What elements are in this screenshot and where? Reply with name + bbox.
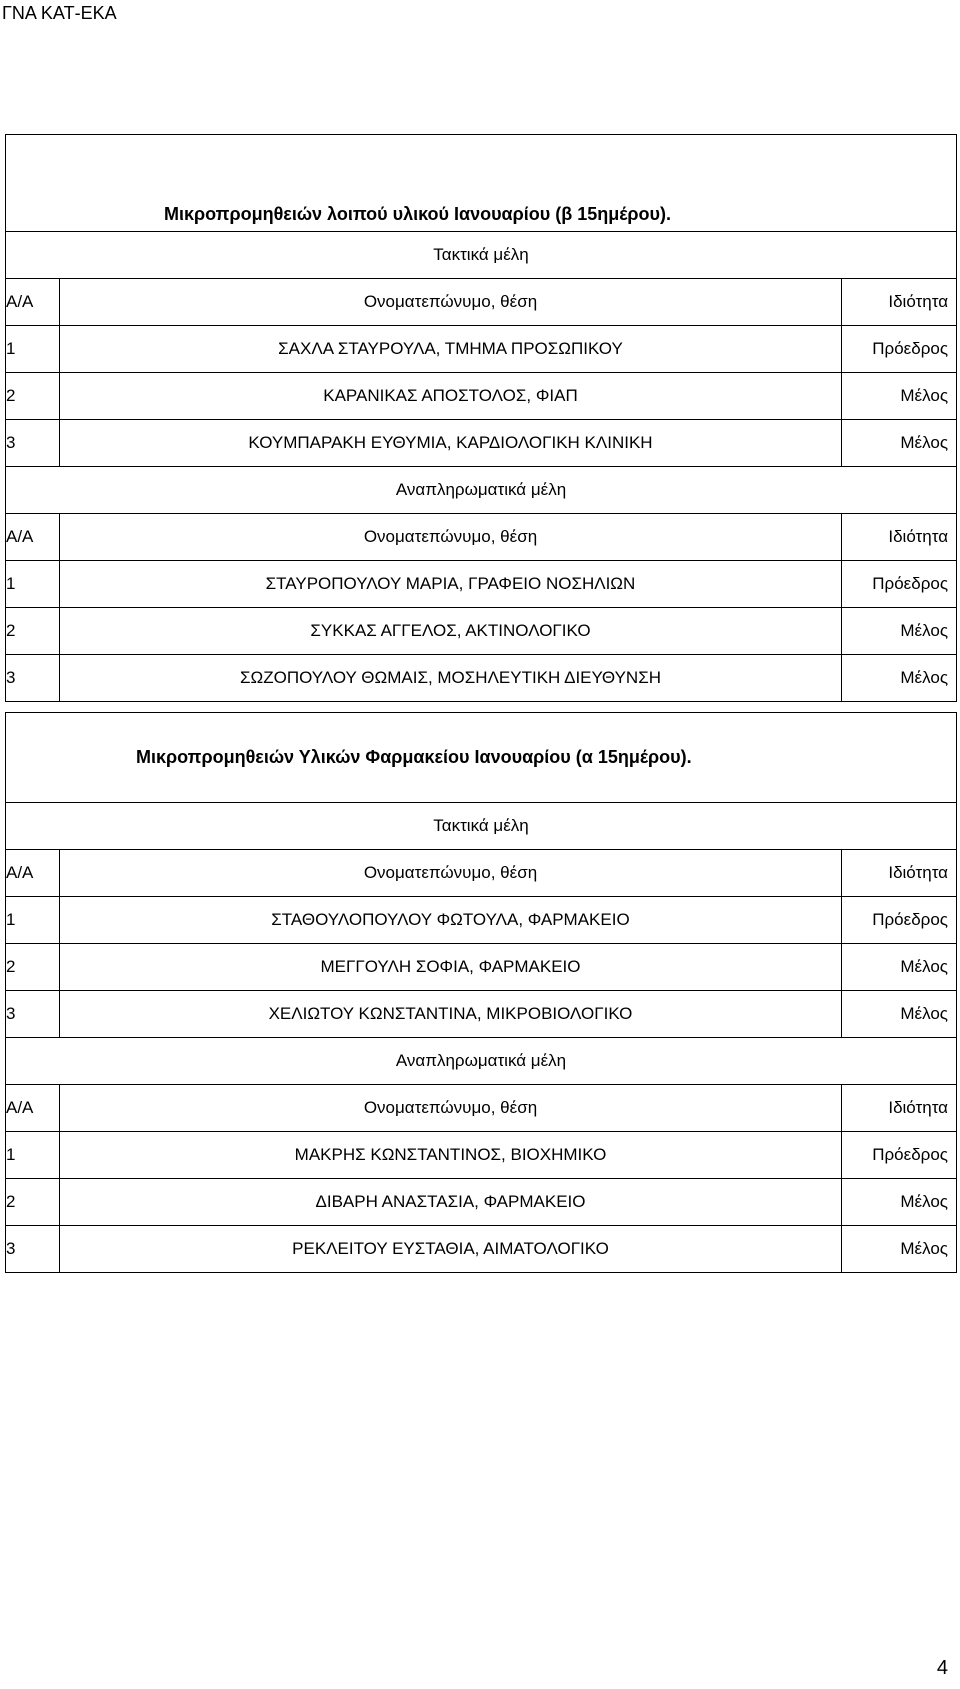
row-num: 3	[6, 655, 60, 702]
section-row	[6, 467, 957, 514]
row-role: Μέλος	[842, 1179, 957, 1226]
table-row	[6, 897, 957, 944]
row-role: Μέλος	[842, 420, 957, 467]
row-num: 3	[6, 991, 60, 1038]
section-label: Τακτικά μέλη	[6, 803, 957, 850]
column-header-role: Ιδιότητα	[842, 850, 957, 897]
committee-table	[5, 712, 957, 1273]
column-header-name: Ονοματεπώνυμο, θέση	[60, 279, 842, 326]
table-row	[6, 1132, 957, 1179]
table-row	[6, 655, 957, 702]
row-role: Μέλος	[842, 608, 957, 655]
column-header-row	[6, 850, 957, 897]
row-name: ΚΑΡΑΝΙΚΑΣ ΑΠΟΣΤΟΛΟΣ, ΦΙΑΠ	[60, 373, 842, 420]
row-name: ΣΤΑΥΡΟΠΟΥΛΟΥ ΜΑΡΙΑ, ΓΡΑΦΕΙΟ ΝΟΣΗΛΙΩΝ	[60, 561, 842, 608]
column-header-role: Ιδιότητα	[842, 514, 957, 561]
committee-title: Μικροπρομηθειών Υλικών Φαρμακείου Ιανουαρίου (α 15ημέρου).	[6, 713, 957, 803]
section-label: Τακτικά μέλη	[6, 232, 957, 279]
table-row	[6, 1179, 957, 1226]
row-num: 2	[6, 1179, 60, 1226]
section-row	[6, 232, 957, 279]
row-role: Πρόεδρος	[842, 326, 957, 373]
row-name: ΣΥΚΚΑΣ ΑΓΓΕΛΟΣ, ΑΚΤΙΝΟΛΟΓΙΚΟ	[60, 608, 842, 655]
table-row	[6, 1226, 957, 1273]
row-role: Πρόεδρος	[842, 561, 957, 608]
row-num: 1	[6, 1132, 60, 1179]
column-header-num: Α/Α	[6, 279, 60, 326]
row-role: Μέλος	[842, 373, 957, 420]
committee-title-row	[6, 713, 957, 803]
row-name: ΣΤΑΘΟΥΛΟΠΟΥΛΟΥ ΦΩΤΟΥΛΑ, ΦΑΡΜΑΚΕΙΟ	[60, 897, 842, 944]
row-role: Πρόεδρος	[842, 1132, 957, 1179]
row-num: 2	[6, 944, 60, 991]
table-row	[6, 420, 957, 467]
column-header-num: Α/Α	[6, 1085, 60, 1132]
table-row	[6, 373, 957, 420]
column-header-role: Ιδιότητα	[842, 1085, 957, 1132]
column-header-row	[6, 279, 957, 326]
table-row	[6, 944, 957, 991]
committee-title-row	[6, 135, 957, 232]
column-header-role: Ιδιότητα	[842, 279, 957, 326]
table-row	[6, 608, 957, 655]
table-row	[6, 991, 957, 1038]
row-name: ΜΕΓΓΟΥΛΗ ΣΟΦΙΑ, ΦΑΡΜΑΚΕΙΟ	[60, 944, 842, 991]
page-number: 4	[936, 1657, 948, 1679]
column-header-name: Ονοματεπώνυμο, θέση	[60, 514, 842, 561]
row-name: ΡΕΚΛΕΙΤΟΥ ΕΥΣΤΑΘΙΑ, ΑΙΜΑΤΟΛΟΓΙΚΟ	[60, 1226, 842, 1273]
section-label: Αναπληρωματικά μέλη	[6, 1038, 957, 1085]
row-num: 1	[6, 561, 60, 608]
row-role: Μέλος	[842, 944, 957, 991]
section-label: Αναπληρωματικά μέλη	[6, 467, 957, 514]
row-name: ΜΑΚΡΗΣ ΚΩΝΣΤΑΝΤΙΝΟΣ, ΒΙΟΧΗΜΙΚΟ	[60, 1132, 842, 1179]
row-num: 1	[6, 326, 60, 373]
row-role: Πρόεδρος	[842, 897, 957, 944]
column-header-row	[6, 1085, 957, 1132]
row-role: Μέλος	[842, 1226, 957, 1273]
row-num: 3	[6, 420, 60, 467]
column-header-row	[6, 514, 957, 561]
row-name: ΧΕΛΙΩΤΟΥ ΚΩΝΣΤΑΝΤΙΝΑ, ΜΙΚΡΟΒΙΟΛΟΓΙΚΟ	[60, 991, 842, 1038]
row-name: ΔΙΒΑΡΗ ΑΝΑΣΤΑΣΙΑ, ΦΑΡΜΑΚΕΙΟ	[60, 1179, 842, 1226]
section-row	[6, 1038, 957, 1085]
column-header-name: Ονοματεπώνυμο, θέση	[60, 1085, 842, 1132]
table-row	[6, 561, 957, 608]
row-num: 3	[6, 1226, 60, 1273]
row-num: 1	[6, 897, 60, 944]
row-name: ΣΩΖΟΠΟΥΛΟΥ ΘΩΜΑΙΣ, ΜΟΣΗΛΕΥΤΙΚΗ ΔΙΕΥΘΥΝΣΗ	[60, 655, 842, 702]
table-row	[6, 326, 957, 373]
committee-title: Μικροπρομηθειών λοιπού υλικού Ιανουαρίου (β 15ημέρου).	[6, 135, 957, 232]
document-header: ΓΝΑ ΚΑΤ-ΕΚΑ	[2, 3, 117, 23]
section-row	[6, 803, 957, 850]
column-header-name: Ονοματεπώνυμο, θέση	[60, 850, 842, 897]
row-num: 2	[6, 608, 60, 655]
column-header-num: Α/Α	[6, 850, 60, 897]
column-header-num: Α/Α	[6, 514, 60, 561]
committee-table	[5, 134, 957, 702]
row-name: ΣΑΧΛΑ ΣΤΑΥΡΟΥΛΑ, ΤΜΗΜΑ ΠΡΟΣΩΠΙΚΟΥ	[60, 326, 842, 373]
row-role: Μέλος	[842, 991, 957, 1038]
row-num: 2	[6, 373, 60, 420]
row-role: Μέλος	[842, 655, 957, 702]
row-name: ΚΟΥΜΠΑΡΑΚΗ ΕΥΘΥΜΙΑ, ΚΑΡΔΙΟΛΟΓΙΚΗ ΚΛΙΝΙΚΗ	[60, 420, 842, 467]
